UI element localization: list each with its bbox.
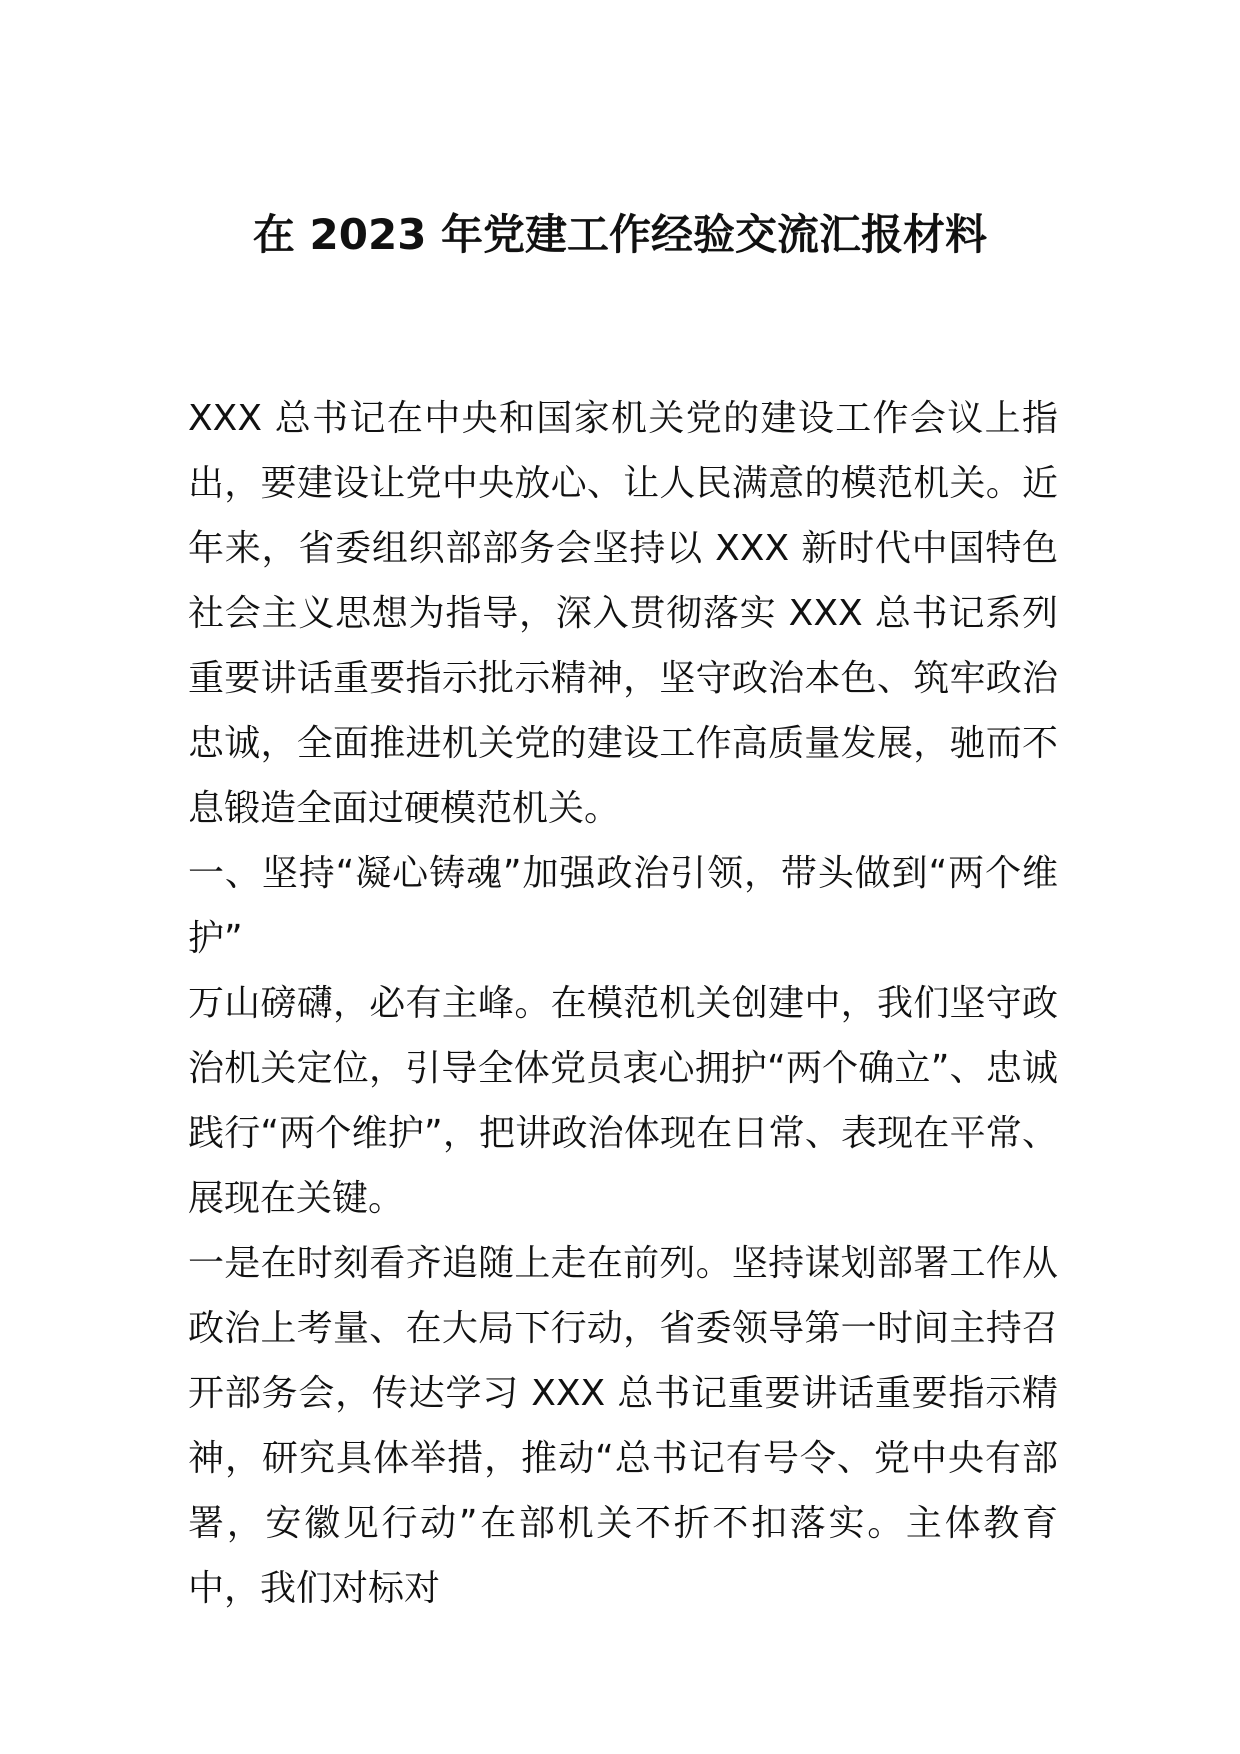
section-heading-1: 一、坚持“凝心铸魂”加强政治引领，带头做到“两个维护” xyxy=(188,853,1058,959)
document-body xyxy=(188,386,1058,1621)
intro-paragraph: XXX 总书记在中央和国家机关党的建设工作会议上指出，要建设让党中央放心、让人民满意的模范机关。近年来，省委组织部部务会坚持以 XXX 新时代中国特色社会主义思想为指导，深入贯彻落实 XXX 总书记系列重要讲话重要指示批示精神，坚守政治本色、筑牢政治忠诚，全面推进机关党的建设工作高质量发展，驰而不息锻造全面过硬模范机关。 xyxy=(188,398,1058,829)
document-title: 在 2023 年党建工作经验交流汇报材料 xyxy=(252,210,988,259)
section-paragraph: 万山磅礴，必有主峰。在模范机关创建中，我们坚守政治机关定位，引导全体党员衷心拥护“两个确立”、忠诚践行“两个维护”，把讲政治体现在日常、表现在平常、展现在关键。 xyxy=(188,983,1058,1219)
subsection-paragraph: 一是在时刻看齐追随上走在前列。坚持谋划部署工作从政治上考量、在大局下行动，省委领导第一时间主持召开部务会，传达学习 XXX 总书记重要讲话重要指示精神，研究具体举措，推动“总书记有号令、党中央有部署，安徽见行动”在部机关不折不扣落实。主体教育中，我们对标对 xyxy=(188,1243,1058,1609)
